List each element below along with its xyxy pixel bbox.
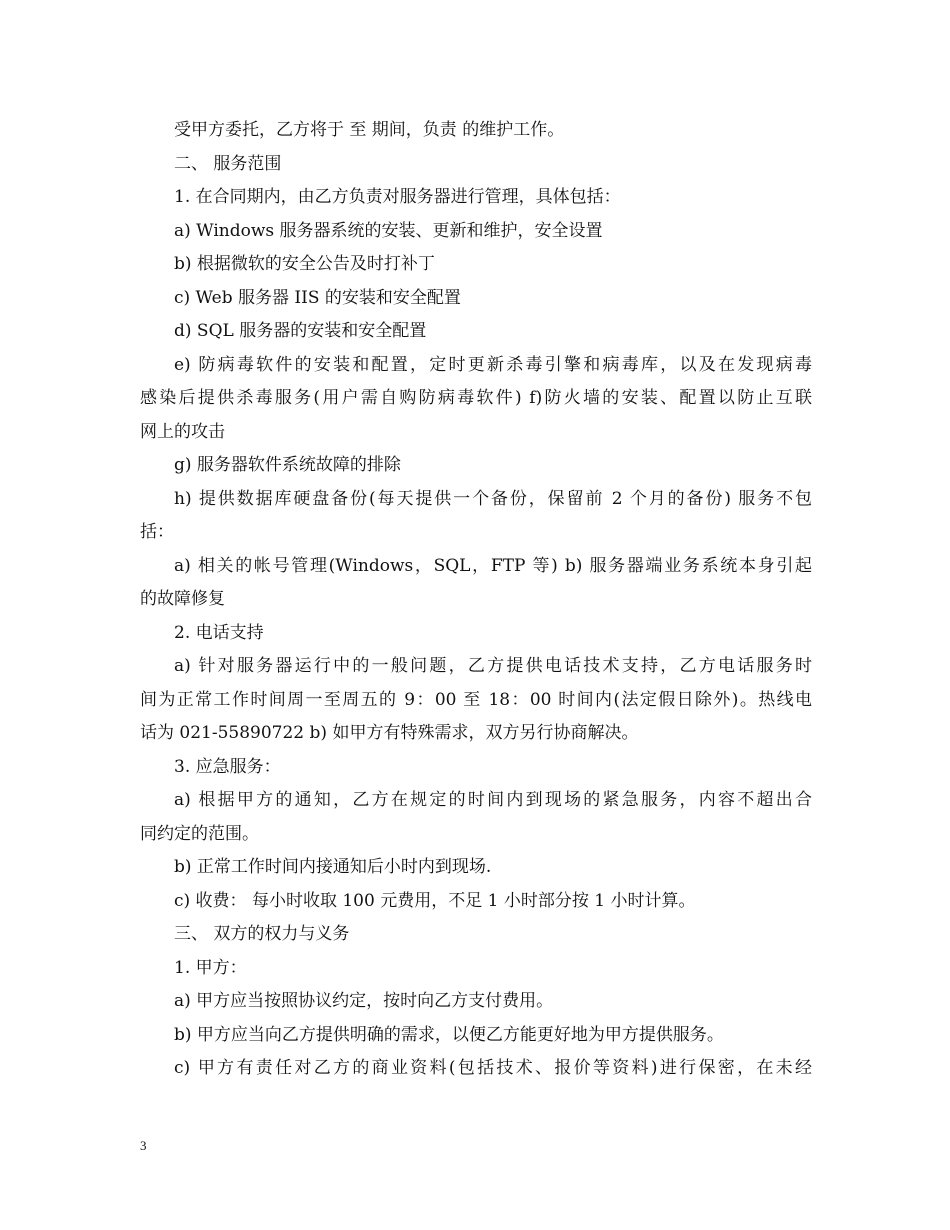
paragraph-line: 的故障修复	[140, 589, 225, 609]
list-item: b) 甲方应当向乙方提供明确的需求，以便乙方能更好地为甲方提供服务。	[174, 1024, 724, 1045]
list-item: b) 正常工作时间内接通知后小时内到现场.	[174, 857, 492, 877]
paragraph-line: 网上的攻击	[140, 421, 225, 442]
paragraph-line: 同约定的范围。	[140, 823, 259, 844]
paragraph-line: 1. 在合同期内，由乙方负责对服务器进行管理，具体包括：	[174, 187, 621, 207]
list-item: a) 针对服务器运行中的一般问题，乙方提供电话技术支持，乙方电话服务时	[174, 656, 812, 676]
paragraph-line: 受甲方委托，乙方将于 至 期间，负责 的维护工作。	[174, 120, 565, 140]
page-number: 3	[140, 1138, 147, 1153]
list-item: a) 甲方应当按照协议约定，按时向乙方支付费用。	[174, 991, 554, 1011]
list-item: c) 收费： 每小时收取 100 元费用，不足 1 小时部分按 1 小时计算。	[174, 890, 696, 911]
list-item: g) 服务器软件系统故障的排除	[174, 455, 401, 475]
paragraph-line: 话为 021-55890722 b) 如甲方有特殊需求，双方另行协商解决。	[140, 723, 639, 743]
section-heading: 2. 电话支持	[174, 622, 264, 643]
document-body	[140, 114, 812, 1086]
list-item: c) 甲方有责任对乙方的商业资料(包括技术、报价等资料)进行保密，在未经	[174, 1058, 812, 1078]
list-item: e) 防病毒软件的安装和配置，定时更新杀毒引擎和病毒库，以及在发现病毒	[174, 354, 812, 375]
list-item: b) 根据微软的安全公告及时打补丁	[174, 254, 435, 274]
section-heading: 二、 服务范围	[174, 153, 282, 174]
list-item: a) Windows 服务器系统的安装、更新和维护，安全设置	[174, 220, 603, 241]
paragraph-line: 感染后提供杀毒服务(用户需自购防病毒软件) f)防火墙的安装、配置以防止互联	[140, 388, 812, 408]
paragraph-line: 间为正常工作时间周一至周五的 9：00 至 18：00 时间内(法定假日除外)。热线电	[140, 689, 812, 710]
list-item: d) SQL 服务器的安装和安全配置	[174, 321, 427, 341]
section-heading: 3. 应急服务：	[174, 756, 281, 777]
list-item: h) 提供数据库硬盘备份(每天提供一个备份，保留前 2 个月的备份) 服务不包	[174, 488, 812, 509]
section-heading: 三、 双方的权力与义务	[174, 924, 350, 944]
list-item: a) 根据甲方的通知，乙方在规定的时间内到现场的紧急服务，内容不超出合	[174, 790, 812, 810]
section-heading: 1. 甲方：	[174, 957, 247, 978]
list-item: a) 相关的帐号管理(Windows，SQL，FTP 等) b) 服务器端业务系统本身引起	[174, 555, 812, 576]
list-item: c) Web 服务器 IIS 的安装和安全配置	[174, 287, 461, 308]
paragraph-line: 括：	[140, 522, 174, 542]
